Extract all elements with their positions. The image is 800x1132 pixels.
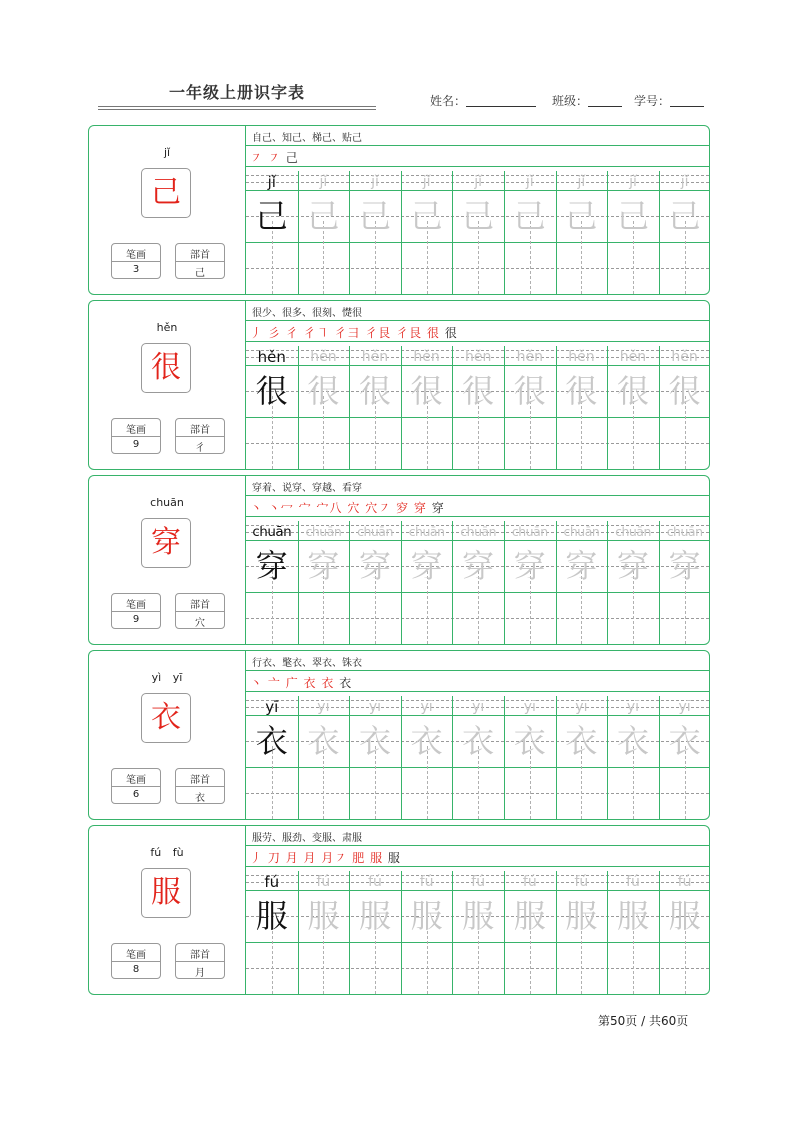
practice-pinyin-cell[interactable]: jǐ [577,174,586,190]
stroke-count-box [111,593,161,629]
stroke-step: 彡 [267,326,281,340]
practice-character-cell[interactable]: 穿 [255,547,288,585]
stroke-step: 衣 [321,676,335,690]
practice-character-cell[interactable]: 己 [255,197,288,235]
stroke-order [250,499,445,516]
practice-character-cell[interactable]: 衣 [255,722,288,760]
practice-pinyin-cell[interactable]: yī [265,698,279,716]
practice-character-cell[interactable]: 己 [668,197,701,235]
practice-panel [246,301,709,469]
practice-character-cell[interactable]: 穿 [462,547,495,585]
practice-character-cell[interactable]: 很 [513,372,546,410]
character-info-panel [89,476,246,644]
grid-line [246,341,709,342]
stroke-count-box [111,418,161,454]
radical-value: 穴 [195,618,205,629]
title-underline-2 [98,109,376,110]
stroke-step: 月 [303,851,317,865]
character-info-panel [89,301,246,469]
radical-value: 月 [195,968,205,979]
radical-box [175,943,225,979]
character-pinyin: hěn [156,321,178,334]
practice-pinyin-cell[interactable]: yī [317,699,330,715]
practice-character-cell[interactable]: 衣 [565,722,598,760]
stroke-step: 刀 [267,851,281,865]
practice-pinyin-cell[interactable]: chuān [511,524,548,539]
example-words: 自己、知己、梯己、贴己 [252,133,362,144]
practice-character-cell[interactable]: 穿 [358,547,391,585]
student-id-blank[interactable] [670,94,704,107]
practice-character-cell[interactable]: 很 [307,372,340,410]
practice-character-cell[interactable]: 己 [616,197,649,235]
stroke-step: ㇇ [267,151,281,165]
stroke-count-value: 9 [132,614,140,625]
stroke-count-label: 笔画 [126,775,146,786]
practice-character-cell[interactable]: 服 [616,897,649,935]
stroke-step: 很 [444,326,458,340]
practice-pinyin-cell[interactable]: hěn [361,349,389,365]
practice-pinyin-cell[interactable]: hěn [413,349,440,365]
stroke-step: 穿 [431,501,445,515]
radical-label: 部首 [190,950,210,961]
stroke-step: 穴㇇ [365,501,392,515]
character-glyph: 己 [151,175,181,210]
practice-character-cell[interactable]: 己 [358,197,391,235]
character-glyph: 很 [151,350,181,385]
practice-character-cell[interactable]: 很 [668,372,701,410]
practice-character-cell[interactable]: 衣 [358,722,391,760]
practice-pinyin-cell[interactable]: chuān [408,524,445,539]
stroke-count-label: 笔画 [126,250,146,261]
practice-pinyin-cell[interactable]: hěn [465,349,492,365]
practice-character-cell[interactable]: 穿 [565,547,598,585]
grid-line [246,495,709,496]
practice-pinyin-cell[interactable]: fú [471,874,486,890]
stroke-step: 丿 [250,851,264,865]
practice-character-cell[interactable]: 己 [565,197,598,235]
practice-pinyin-cell[interactable]: chuān [666,524,703,539]
practice-pinyin-cell[interactable]: hěn [516,349,543,365]
practice-character-cell[interactable]: 很 [255,372,288,410]
practice-pinyin-cell[interactable]: hěn [671,349,698,365]
practice-character-cell[interactable]: 很 [462,372,495,410]
practice-pinyin-cell[interactable]: jǐ [319,174,328,190]
practice-pinyin-cell[interactable]: yī [420,699,433,715]
divider [176,436,224,437]
practice-pinyin-cell[interactable]: chuān [615,524,651,539]
practice-pinyin-cell[interactable]: yī [368,699,382,715]
character-pinyin: chuān [150,496,184,509]
stroke-step: 丶冖 [267,501,294,515]
grid-line [246,166,709,167]
character-pinyin: jǐ [163,146,171,159]
radical-value: 衣 [195,793,205,804]
character-card [88,475,710,645]
practice-pinyin-cell[interactable]: fú [522,874,537,890]
stroke-step: 衣 [303,676,317,690]
stroke-step: 丶 [250,676,264,690]
practice-pinyin-cell[interactable]: yī [575,699,588,715]
example-words: 行衣、氅衣、翠衣、铢衣 [252,658,362,669]
practice-pinyin-cell[interactable]: chuān [460,524,497,539]
stroke-count-value: 6 [132,789,140,800]
character-pinyin: fú fù [150,846,184,859]
character-card [88,300,710,470]
character-card [88,125,710,295]
practice-pinyin-cell[interactable]: jǐ [267,173,276,191]
character-box [141,693,191,743]
character-card [88,650,710,820]
practice-character-cell[interactable]: 服 [255,897,288,935]
stroke-step: 彳艮 [365,326,392,340]
stroke-count-value: 3 [132,264,140,275]
practice-character-cell[interactable]: 穿 [668,547,701,585]
stroke-count-label: 笔画 [126,950,146,961]
stroke-step: ㇇ [250,151,264,165]
radical-label: 部首 [190,600,210,611]
practice-character-cell[interactable]: 服 [668,897,701,935]
class-label: 班级： [552,94,589,108]
worksheet-title: 一年级上册识字表 [168,83,305,102]
stroke-step: 丶 [250,501,264,515]
practice-character-cell[interactable]: 服 [358,897,391,935]
stroke-step: 彳彐 [334,326,361,340]
radical-label: 部首 [190,425,210,436]
practice-pinyin-cell[interactable]: chuān [563,524,600,539]
practice-pinyin-cell[interactable]: fú [677,874,692,890]
stroke-step: 丿 [250,326,264,340]
stroke-step: 服 [370,851,384,865]
practice-pinyin-cell[interactable]: jǐ [525,174,534,190]
grid-line [246,145,709,146]
divider [176,261,224,262]
divider [112,261,160,262]
grid-line [246,691,709,692]
stroke-step: 穸 [396,501,410,515]
character-glyph: 衣 [151,700,181,735]
radical-box [175,768,225,804]
practice-character-cell[interactable]: 衣 [513,722,546,760]
stroke-count-label: 笔画 [126,600,146,611]
practice-pinyin-cell[interactable]: hěn [257,348,286,366]
practice-character-cell[interactable]: 服 [513,897,546,935]
character-info-panel [89,126,246,294]
divider [112,436,160,437]
practice-pinyin-cell[interactable]: jǐ [680,174,689,190]
practice-character-cell[interactable]: 衣 [410,722,443,760]
practice-character-cell[interactable]: 很 [410,372,443,410]
practice-pinyin-cell[interactable]: yī [472,699,485,715]
stroke-step: 穴 [347,501,361,515]
name-field[interactable] [430,92,536,109]
stroke-step: 肥 [352,851,366,865]
name-label: 姓名： [430,94,467,108]
example-words: 很少、很多、很刻、憷很 [252,308,362,319]
practice-character-cell[interactable]: 很 [565,372,598,410]
practice-panel [246,126,709,294]
practice-pinyin-cell[interactable]: hěn [568,349,595,365]
stroke-step: 己 [285,151,299,165]
practice-pinyin-cell[interactable]: fú [574,874,589,890]
character-glyph: 服 [151,875,181,910]
practice-pinyin-cell[interactable]: hěn [310,349,337,365]
stroke-order [250,849,401,866]
practice-pinyin-cell[interactable]: fú [264,873,280,891]
practice-character-cell[interactable]: 穿 [307,547,340,585]
character-glyph: 穿 [151,525,181,560]
practice-character-cell[interactable]: 服 [307,897,340,935]
stroke-count-value: 9 [132,439,140,450]
practice-panel [246,651,709,819]
grid-line [246,670,709,671]
stroke-step: 月㇇ [321,851,348,865]
radical-label: 部首 [190,250,210,261]
practice-pinyin-cell[interactable]: yī [523,699,536,715]
stroke-count-value: 8 [132,964,140,975]
grid-line [246,516,709,517]
radical-box [175,593,225,629]
practice-pinyin-cell[interactable]: yī [678,699,691,715]
practice-character-cell[interactable]: 衣 [307,722,340,760]
practice-panel [246,476,709,644]
character-card [88,825,710,995]
stroke-step: 亠 [267,676,281,690]
character-box [141,343,191,393]
practice-character-cell[interactable]: 穿 [513,547,546,585]
practice-character-cell[interactable]: 很 [358,372,391,410]
example-words: 服劳、服劲、变服、肃服 [252,833,362,844]
practice-pinyin-cell[interactable]: fú [316,874,331,890]
practice-character-cell[interactable]: 己 [307,197,340,235]
stroke-order [250,324,458,341]
stroke-step: 月 [285,851,299,865]
stroke-step: 很 [426,326,440,340]
stroke-step: 服 [387,851,401,865]
page-number: 第50页 / 共60页 [598,1014,689,1028]
class-field[interactable] [552,92,622,109]
stroke-step: 衣 [339,676,353,690]
student-id-label: 学号： [634,94,671,108]
character-info-panel [89,651,246,819]
practice-character-cell[interactable]: 服 [565,897,598,935]
practice-pinyin-cell[interactable]: yī [626,699,640,715]
stroke-step: 宀八 [316,501,343,515]
radical-box [175,243,225,279]
practice-pinyin-cell[interactable]: fú [368,874,382,890]
radical-value: 己 [195,268,205,279]
practice-character-cell[interactable]: 衣 [616,722,649,760]
practice-pinyin-cell[interactable]: jǐ [422,174,431,190]
character-box [141,518,191,568]
practice-pinyin-cell[interactable]: chuān [357,524,393,539]
practice-pinyin-cell[interactable]: chuān [305,524,342,539]
practice-character-cell[interactable]: 己 [513,197,546,235]
student-id-field[interactable] [634,92,704,109]
practice-pinyin-cell[interactable]: jǐ [371,174,379,190]
name-blank[interactable] [466,94,536,107]
character-box [141,868,191,918]
practice-panel [246,826,709,994]
practice-character-cell[interactable]: 穿 [410,547,443,585]
class-blank[interactable] [588,94,622,107]
practice-pinyin-cell[interactable]: jǐ [474,174,483,190]
stroke-count-label: 笔画 [126,425,146,436]
stroke-count-box [111,768,161,804]
stroke-order [250,149,299,166]
practice-pinyin-cell[interactable]: fú [626,874,640,890]
character-info-panel [89,826,246,994]
grid-line [246,320,709,321]
practice-pinyin-cell[interactable]: jǐ [629,174,637,190]
radical-label: 部首 [190,775,210,786]
practice-pinyin-cell[interactable]: chuān [252,524,292,540]
divider [176,611,224,612]
practice-character-cell[interactable]: 己 [462,197,495,235]
stroke-step: 穿 [413,501,427,515]
practice-character-cell[interactable]: 很 [616,372,649,410]
radical-value: 彳 [195,443,205,454]
practice-pinyin-cell[interactable]: fú [419,874,434,890]
stroke-step: 彳 [285,326,299,340]
stroke-order [250,674,352,691]
character-pinyin: yì yī [151,671,183,684]
stroke-count-box [111,243,161,279]
radical-box [175,418,225,454]
divider [112,961,160,962]
practice-character-cell[interactable]: 己 [410,197,443,235]
divider [176,786,224,787]
practice-pinyin-cell[interactable]: hěn [619,349,647,365]
grid-line [246,866,709,867]
practice-character-cell[interactable]: 衣 [668,722,701,760]
divider [112,611,160,612]
practice-character-cell[interactable]: 衣 [462,722,495,760]
title-underline [98,106,376,107]
grid-line [246,845,709,846]
divider [112,786,160,787]
divider [176,961,224,962]
character-box [141,168,191,218]
stroke-step: 广 [285,676,299,690]
practice-character-cell[interactable]: 服 [462,897,495,935]
stroke-count-box [111,943,161,979]
practice-character-cell[interactable]: 穿 [616,547,649,585]
example-words: 穿着、说穿、穿越、看穿 [252,483,362,494]
practice-character-cell[interactable]: 服 [410,897,443,935]
stroke-step: 彳㇕ [303,326,330,340]
stroke-step: 彳艮 [396,326,423,340]
stroke-step: 宀 [298,501,312,515]
